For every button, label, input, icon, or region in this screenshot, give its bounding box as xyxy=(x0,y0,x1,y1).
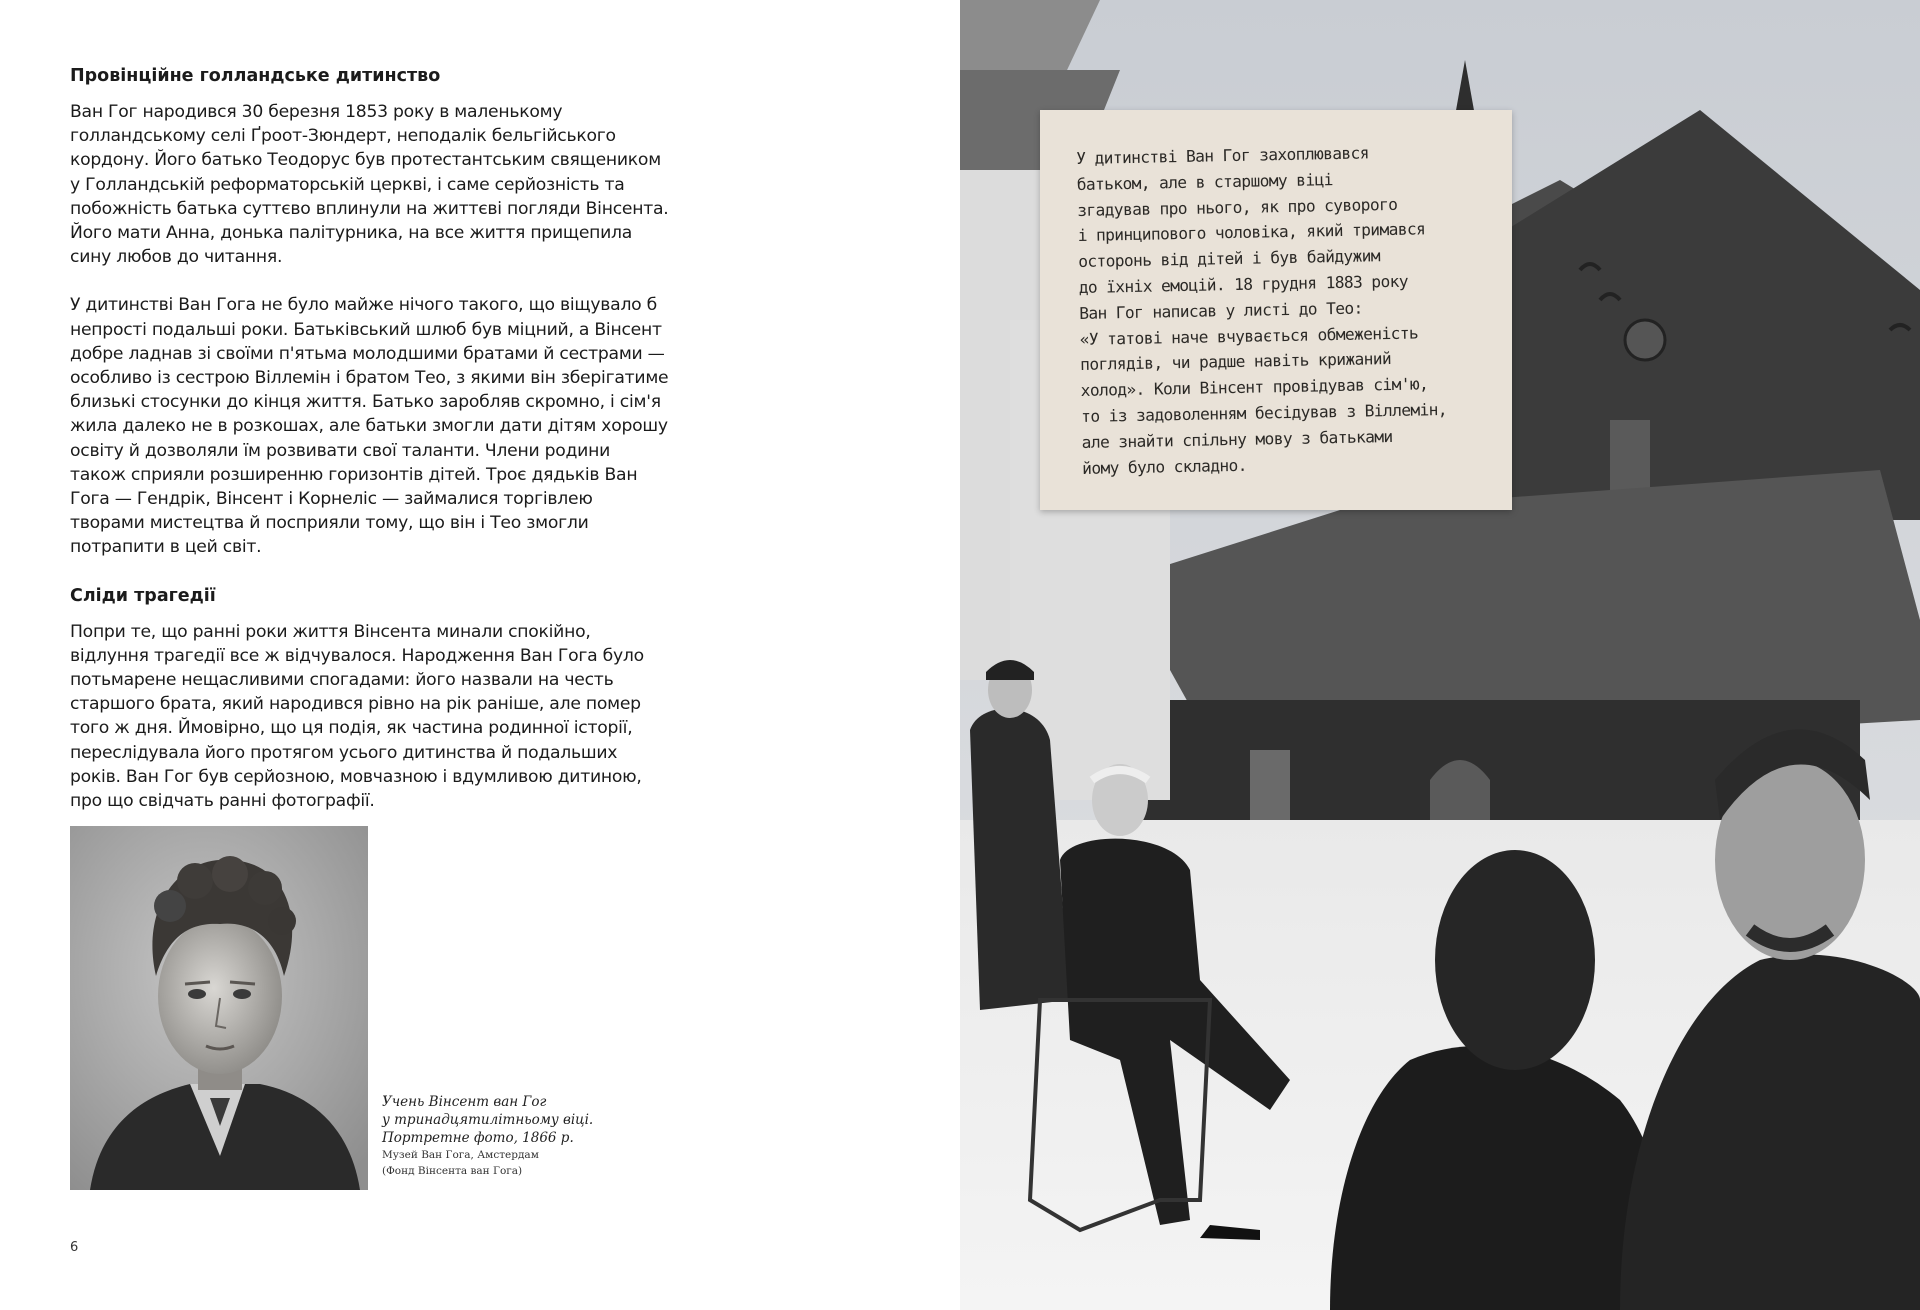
right-page xyxy=(960,0,1920,1310)
page-number: 6 xyxy=(70,1240,79,1255)
note-line: але знайти спільну мову з батьками xyxy=(1081,426,1393,452)
note-line: то із задоволенням бесідував з Віллемін, xyxy=(1081,399,1448,426)
caption-line: у тринадцятилітньому віці. xyxy=(382,1112,594,1128)
note-line: йому було складно. xyxy=(1082,455,1247,478)
paragraph-birth: Ван Гог народився 30 березня 1853 року в маленькому голландському селі Ґроот-Зюндерт, неподалік бельгійського кордону. Його батько Теодорус був протестантським священиком у Голландській реформаторській церкві, і саме серйозність та побожність батька суттєво вплинули на життєві погляди Вінсента. Його мати Анна, донька палітурника, на все життя прищепила сину любов до читання. xyxy=(70,102,669,268)
note-line: до їхніх емоцій. 18 грудня 1883 року xyxy=(1078,271,1409,297)
caption-line: Портретне фото, 1866 р. xyxy=(382,1130,574,1146)
section-heading-tragedy: Сліди трагедії xyxy=(70,585,216,606)
caption-credit: (Фонд Вінсента ван Гога) xyxy=(382,1165,523,1177)
note-line: холод». Коли Вінсент провідував сім'ю, xyxy=(1080,374,1429,401)
note-line: батьком, але в старшому віці xyxy=(1076,169,1333,194)
note-line: У дитинстві Ван Гог захоплювався xyxy=(1076,143,1370,168)
quote-note-card xyxy=(1040,110,1512,510)
caption-credit: Музей Ван Гога, Амстердам xyxy=(382,1149,539,1161)
note-text xyxy=(1076,138,1492,481)
note-line: Ван Гог написав у листі до Тео: xyxy=(1079,298,1363,323)
photo-caption xyxy=(382,1093,622,1179)
paragraph-family: У дитинстві Ван Гога не було майже нічого такого, що віщувало б непрості подальші роки. Батьківський шлюб був міцний, а Вінсент добре ладнав зі своїми п'ятьма молодшими братами й сестрами — особливо із сестрою Віллемін і братом Тео, з якими він зберігатиме близькі стосунки до кінця життя. Батько заробляв скромно, і сім'я жила далеко не в розкошах, але батьки змогли дати дітям хорошу освіту й дозволяли їм розвивати свої таланти. Члени родини також сприяли розширенню горизонтів дітей. Троє дядьків Ван Гога — Гендрік, Вінсент і Корнеліс — займалися торгівлею творами мистецтва й посприяли тому, що він і Тео змогли потрапити в цей світ. xyxy=(70,295,669,558)
portrait-photo xyxy=(70,826,368,1190)
note-line: згадував про нього, як про суворого xyxy=(1077,194,1398,220)
note-line: поглядів, чи радше навіть крижаний xyxy=(1080,349,1392,375)
caption-line: Учень Вінсент ван Гог xyxy=(382,1094,547,1110)
article-text xyxy=(70,64,670,837)
note-line: і принципового чоловіка, який тримався xyxy=(1077,219,1426,246)
section-heading-childhood: Провінційне голландське дитинство xyxy=(70,66,441,86)
paragraph-tragedy: Попри те, що ранні роки життя Вінсента минали спокійно, відлуння трагедії все ж відчувалося. Народження Ван Гога було потьмарене нещасливими спогадами: його назвали на честь старшого брата, який народився рівно на рік раніше, але помер того ж дня. Ймовірно, що ця подія, як частина родинної історії, переслідувала його протягом усього дитинства й подальших років. Ван Гог був серйозною, мовчазною і вдумливою дитиною, про що свідчать ранні фотографії. xyxy=(70,621,644,812)
note-line: осторонь від дітей і був байдужим xyxy=(1078,246,1381,272)
note-line: «У татові наче вчувається обмеженість xyxy=(1079,323,1419,349)
